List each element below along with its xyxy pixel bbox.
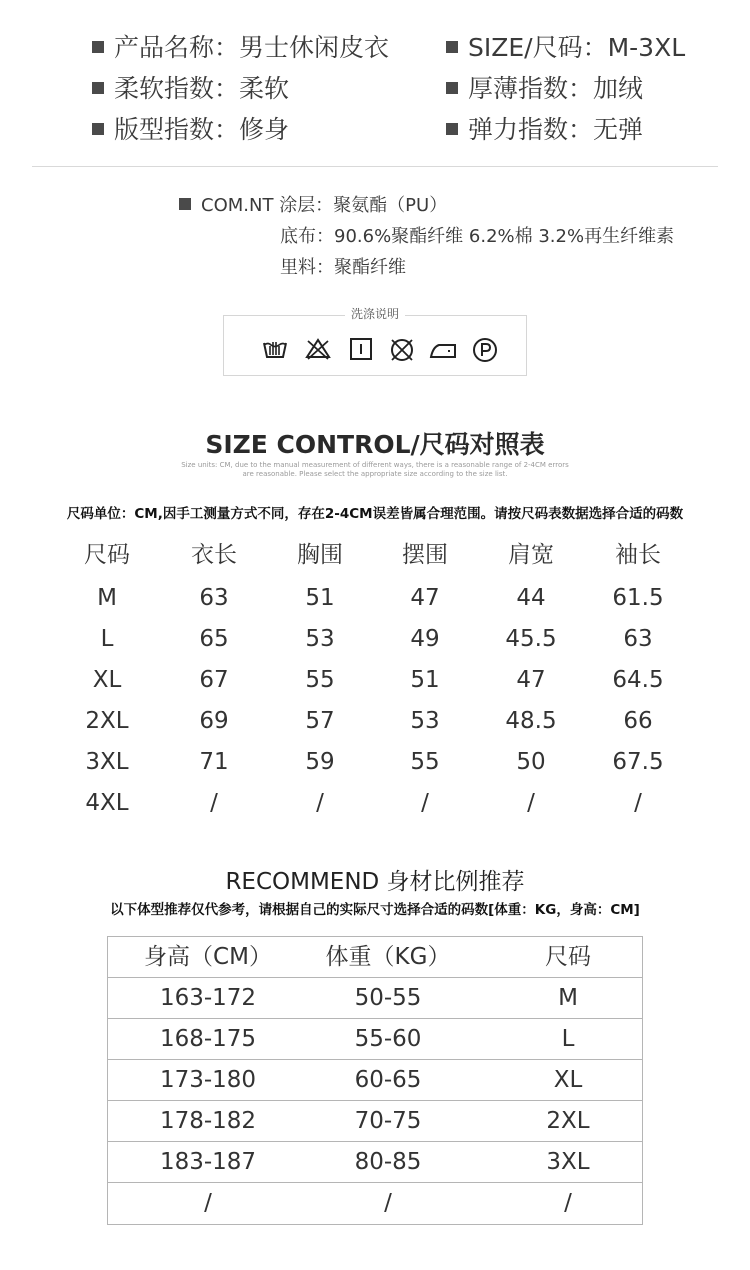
table-cell: 51 xyxy=(410,667,440,693)
table-cell: 59 xyxy=(305,749,335,775)
material-prefix: COM.NT xyxy=(201,195,274,216)
material-value: 聚氨酯（PU） xyxy=(333,195,448,216)
table-row xyxy=(108,978,642,1019)
size-control-subtitle-2: are reasonable. Please select the appropriate size according to the size list. xyxy=(242,470,508,478)
table-cell: 2XL xyxy=(85,708,129,734)
table-cell: 47 xyxy=(410,585,440,611)
spec-label: 版型指数： xyxy=(114,115,240,144)
spec-fit xyxy=(92,110,289,146)
spec-elasticity xyxy=(446,110,643,146)
wash-title xyxy=(0,305,750,322)
table-row xyxy=(108,1142,642,1183)
table-cell: / xyxy=(564,1190,572,1216)
material-label: 涂层： xyxy=(279,195,334,216)
table-cell: / xyxy=(210,790,218,816)
table-cell: 63 xyxy=(199,585,229,611)
table-cell: 163-172 xyxy=(159,985,257,1011)
bullet-square-icon xyxy=(446,123,458,135)
spec-label: 厚薄指数： xyxy=(468,74,594,103)
material-label: 里料： xyxy=(280,257,334,278)
table-cell: L xyxy=(100,626,114,652)
table-cell: 64.5 xyxy=(612,667,664,693)
header-cell: 体重（KG） xyxy=(325,944,451,970)
table-cell: 53 xyxy=(410,708,440,734)
table-cell: 67.5 xyxy=(612,749,664,775)
spec-product-name xyxy=(92,28,389,64)
table-cell: 3XL xyxy=(546,1149,590,1175)
spec-label: 产品名称： xyxy=(114,33,240,62)
spec-value: 男士休闲皮衣 xyxy=(239,33,390,62)
table-cell: 49 xyxy=(410,626,440,652)
recommend-table-header xyxy=(108,937,642,978)
table-cell: 50 xyxy=(516,749,546,775)
recommend-note: 以下体型推荐仅代参考，请根据自己的实际尺寸选择合适的码数[体重：KG，身高：CM] xyxy=(110,902,640,918)
table-cell: 50-55 xyxy=(354,985,422,1011)
bullet-square-icon xyxy=(92,123,104,135)
table-cell: 63 xyxy=(623,626,653,652)
table-cell: 65 xyxy=(199,626,229,652)
table-cell: 168-175 xyxy=(159,1026,257,1052)
table-cell: M xyxy=(97,585,117,611)
header-cell: 尺码 xyxy=(84,542,130,568)
header-cell: 摆围 xyxy=(402,542,448,568)
table-cell: 60-65 xyxy=(354,1067,422,1093)
table-cell: 71 xyxy=(199,749,229,775)
table-cell: 178-182 xyxy=(159,1108,257,1134)
table-cell: 4XL xyxy=(85,790,129,816)
spec-softness xyxy=(92,69,289,105)
table-row xyxy=(108,1060,642,1101)
table-cell: / xyxy=(384,1190,392,1216)
recommend-title: RECOMMEND 身材比例推荐 xyxy=(225,869,525,895)
table-cell: L xyxy=(561,1026,575,1052)
table-row xyxy=(108,1101,642,1142)
header-cell: 尺码 xyxy=(545,944,591,970)
header-cell: 衣长 xyxy=(191,542,237,568)
table-cell: 57 xyxy=(305,708,335,734)
table-cell: 47 xyxy=(516,667,546,693)
table-cell: 183-187 xyxy=(159,1149,257,1175)
divider xyxy=(32,166,718,167)
iron-low-icon xyxy=(429,337,457,361)
table-cell: 67 xyxy=(199,667,229,693)
material-line-base xyxy=(280,222,674,248)
spec-value: 无弹 xyxy=(593,115,644,144)
table-cell: 61.5 xyxy=(612,585,664,611)
spec-label: 弹力指数： xyxy=(468,115,594,144)
table-cell: / xyxy=(316,790,324,816)
table-cell: / xyxy=(421,790,429,816)
table-row xyxy=(108,1019,642,1060)
table-cell: / xyxy=(204,1190,212,1216)
bullet-square-icon xyxy=(179,198,191,210)
material-value: 90.6%聚酯纤维 6.2%棉 3.2%再生纤维素 xyxy=(334,226,675,247)
spec-thickness xyxy=(446,69,643,105)
table-cell: 70-75 xyxy=(354,1108,422,1134)
table-cell: XL xyxy=(553,1067,583,1093)
size-control-subtitle-1: Size units: CM, due to the manual measurement of different ways, there is a reasonable range of 2-4CM errors xyxy=(181,461,569,469)
spec-value: 修身 xyxy=(239,115,290,144)
material-line-lining xyxy=(280,253,406,279)
bullet-square-icon xyxy=(92,82,104,94)
material-label: 底布： xyxy=(280,226,334,247)
table-cell: 48.5 xyxy=(505,708,557,734)
header-cell: 身高（CM） xyxy=(144,944,272,970)
no-bleach-icon xyxy=(305,337,331,361)
table-cell: 45.5 xyxy=(505,626,557,652)
bullet-square-icon xyxy=(446,41,458,53)
table-cell: / xyxy=(527,790,535,816)
table-cell: 53 xyxy=(305,626,335,652)
table-cell: 55 xyxy=(410,749,440,775)
material-value: 聚酯纤维 xyxy=(334,257,406,278)
spec-value: 柔软 xyxy=(239,74,290,103)
table-cell: 69 xyxy=(199,708,229,734)
table-cell: 3XL xyxy=(85,749,129,775)
size-note: 尺码单位：CM,因手工测量方式不同，存在2-4CM误差皆属合理范围。请按尺码表数据选择合适的码数 xyxy=(66,506,684,522)
spec-value: 加绒 xyxy=(593,74,644,103)
table-cell: 80-85 xyxy=(354,1149,422,1175)
table-cell: 44 xyxy=(516,585,546,611)
size-control-title: SIZE CONTROL/尺码对照表 xyxy=(205,430,545,459)
spec-label: SIZE/尺码： xyxy=(468,33,608,62)
table-cell: 51 xyxy=(305,585,335,611)
hand-wash-icon xyxy=(262,337,288,361)
header-cell: 袖长 xyxy=(615,542,661,568)
table-cell: 2XL xyxy=(546,1108,590,1134)
spec-label: 柔软指数： xyxy=(114,74,240,103)
material-line-coating xyxy=(179,191,447,217)
spec-value: M-3XL xyxy=(607,33,686,62)
wash-title-text: 洗涤说明 xyxy=(345,307,405,321)
table-row xyxy=(108,1183,642,1224)
spec-size xyxy=(446,28,685,64)
header-cell: 肩宽 xyxy=(508,542,554,568)
no-tumble-dry-icon xyxy=(389,337,415,363)
table-cell: / xyxy=(634,790,642,816)
table-cell: 66 xyxy=(623,708,653,734)
table-cell: 173-180 xyxy=(159,1067,257,1093)
table-cell: M xyxy=(558,985,578,1011)
table-cell: 55-60 xyxy=(354,1026,422,1052)
header-cell: 胸围 xyxy=(297,542,343,568)
table-cell: XL xyxy=(92,667,122,693)
table-cell: 55 xyxy=(305,667,335,693)
line-dry-icon xyxy=(349,337,373,361)
bullet-square-icon xyxy=(446,82,458,94)
recommend-table xyxy=(107,936,643,1225)
bullet-square-icon xyxy=(92,41,104,53)
dry-clean-p-icon xyxy=(472,337,498,363)
